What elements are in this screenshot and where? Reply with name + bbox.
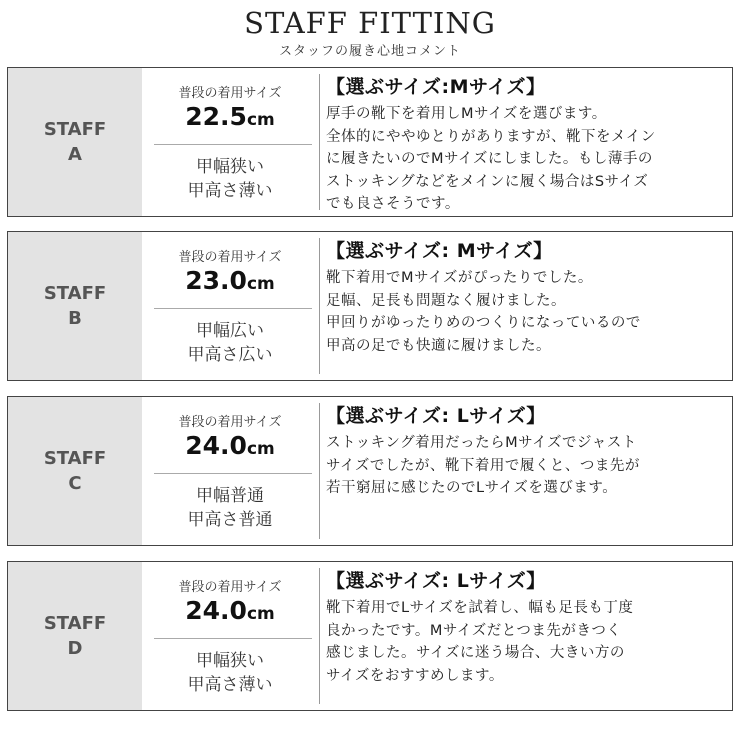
size-number: 24.0 bbox=[185, 431, 247, 460]
size-info bbox=[142, 562, 318, 710]
comment-text bbox=[326, 103, 728, 216]
comment-text bbox=[326, 432, 728, 500]
staff-label bbox=[8, 397, 142, 545]
staff-card-b bbox=[7, 231, 733, 381]
usual-size-value bbox=[142, 102, 318, 131]
staff-card-a bbox=[7, 67, 733, 217]
usual-size-label: 普段の着用サイズ bbox=[178, 250, 282, 265]
divider bbox=[154, 638, 312, 639]
staff-label-letter: B bbox=[68, 308, 82, 329]
usual-size-value bbox=[142, 266, 318, 295]
page-title: STAFF FITTING bbox=[244, 6, 496, 40]
staff-label-word: STAFF bbox=[43, 119, 107, 140]
size-info bbox=[142, 68, 318, 216]
vertical-divider bbox=[319, 403, 320, 539]
usual-size-label: 普段の着用サイズ bbox=[178, 415, 282, 430]
comment-line: ストッキングなどをメインに履く場合はSサイズ bbox=[326, 173, 649, 190]
foot-width-feature: 甲幅普通 bbox=[196, 486, 264, 506]
staff-card-d bbox=[7, 561, 733, 711]
staff-label-word: STAFF bbox=[43, 283, 107, 304]
staff-card-c bbox=[7, 396, 733, 546]
comment-line: 良かったです。Mサイズだとつま先がきつく bbox=[326, 622, 622, 639]
size-number: 24.0 bbox=[185, 596, 247, 625]
chosen-size-heading: 【選ぶサイズ: Lサイズ】 bbox=[326, 405, 546, 427]
size-unit: cm bbox=[246, 274, 275, 294]
size-unit: cm bbox=[246, 604, 275, 624]
comment-line: に履きたいのでMサイズにしました。もし薄手の bbox=[326, 151, 653, 167]
comment-section bbox=[326, 72, 728, 216]
divider bbox=[154, 473, 312, 474]
comment-section bbox=[326, 236, 728, 357]
comment-line: サイズをおすすめします。 bbox=[326, 667, 504, 684]
foot-height-feature: 甲高さ薄い bbox=[187, 181, 273, 201]
chosen-size-heading: 【選ぶサイズ: Mサイズ】 bbox=[326, 240, 553, 262]
foot-width-feature: 甲幅広い bbox=[196, 321, 264, 341]
staff-label bbox=[8, 562, 142, 710]
comment-line: サイズでしたが、靴下着用で履くと、つま先が bbox=[326, 457, 640, 474]
size-unit: cm bbox=[246, 439, 275, 459]
size-info bbox=[142, 397, 318, 545]
foot-height-feature: 甲高さ広い bbox=[187, 345, 273, 365]
size-number: 22.5 bbox=[185, 102, 247, 131]
comment-line: 感じました。サイズに迷う場合、大きい方の bbox=[326, 645, 625, 661]
foot-height-feature: 甲高さ普通 bbox=[187, 510, 273, 530]
foot-width-feature: 甲幅狭い bbox=[196, 157, 264, 177]
comment-text bbox=[326, 597, 728, 687]
staff-label-letter: A bbox=[68, 144, 82, 165]
divider bbox=[154, 144, 312, 145]
comment-line: 厚手の靴下を着用しMサイズを選びます。 bbox=[326, 106, 607, 122]
comment-line: 甲高の足でも快適に履けました。 bbox=[326, 337, 551, 354]
staff-label-letter: D bbox=[67, 638, 83, 659]
divider bbox=[154, 308, 312, 309]
page-subtitle: スタッフの履き心地コメント bbox=[278, 44, 461, 59]
comment-line: 靴下着用でMサイズがぴったりでした。 bbox=[326, 270, 593, 286]
staff-label-word: STAFF bbox=[43, 613, 107, 634]
comment-line: 若干窮屈に感じたのでLサイズを選びます。 bbox=[326, 480, 618, 496]
staff-label-word: STAFF bbox=[43, 448, 107, 469]
vertical-divider bbox=[319, 74, 320, 210]
comment-line: ストッキング着用だったらMサイズでジャスト bbox=[326, 435, 637, 451]
chosen-size-heading: 【選ぶサイズ: Lサイズ】 bbox=[326, 570, 546, 592]
chosen-size-heading: 【選ぶサイズ:Mサイズ】 bbox=[326, 76, 546, 98]
staff-label bbox=[8, 232, 142, 380]
comment-line: 靴下着用でLサイズを試着し、幅も足長も丁度 bbox=[326, 600, 634, 616]
size-unit: cm bbox=[246, 110, 275, 130]
staff-label-letter: C bbox=[68, 473, 82, 494]
size-number: 23.0 bbox=[185, 266, 247, 295]
comment-section bbox=[326, 566, 728, 687]
usual-size-label: 普段の着用サイズ bbox=[178, 86, 282, 101]
vertical-divider bbox=[319, 238, 320, 374]
size-info bbox=[142, 232, 318, 380]
staff-label bbox=[8, 68, 142, 216]
comment-line: 甲回りがゆったりめのつくりになっているので bbox=[326, 315, 641, 331]
usual-size-value bbox=[142, 596, 318, 625]
comment-section bbox=[326, 401, 728, 500]
comment-line: でも良さそうです。 bbox=[326, 196, 460, 212]
comment-line: 足幅、足長も問題なく履けました。 bbox=[326, 292, 566, 309]
comment-line: 全体的にややゆとりがありますが、靴下をメイン bbox=[326, 128, 656, 145]
comment-text bbox=[326, 267, 728, 357]
usual-size-value bbox=[142, 431, 318, 460]
usual-size-label: 普段の着用サイズ bbox=[178, 580, 282, 595]
vertical-divider bbox=[319, 568, 320, 704]
foot-width-feature: 甲幅狭い bbox=[196, 651, 264, 671]
foot-height-feature: 甲高さ薄い bbox=[187, 675, 273, 695]
